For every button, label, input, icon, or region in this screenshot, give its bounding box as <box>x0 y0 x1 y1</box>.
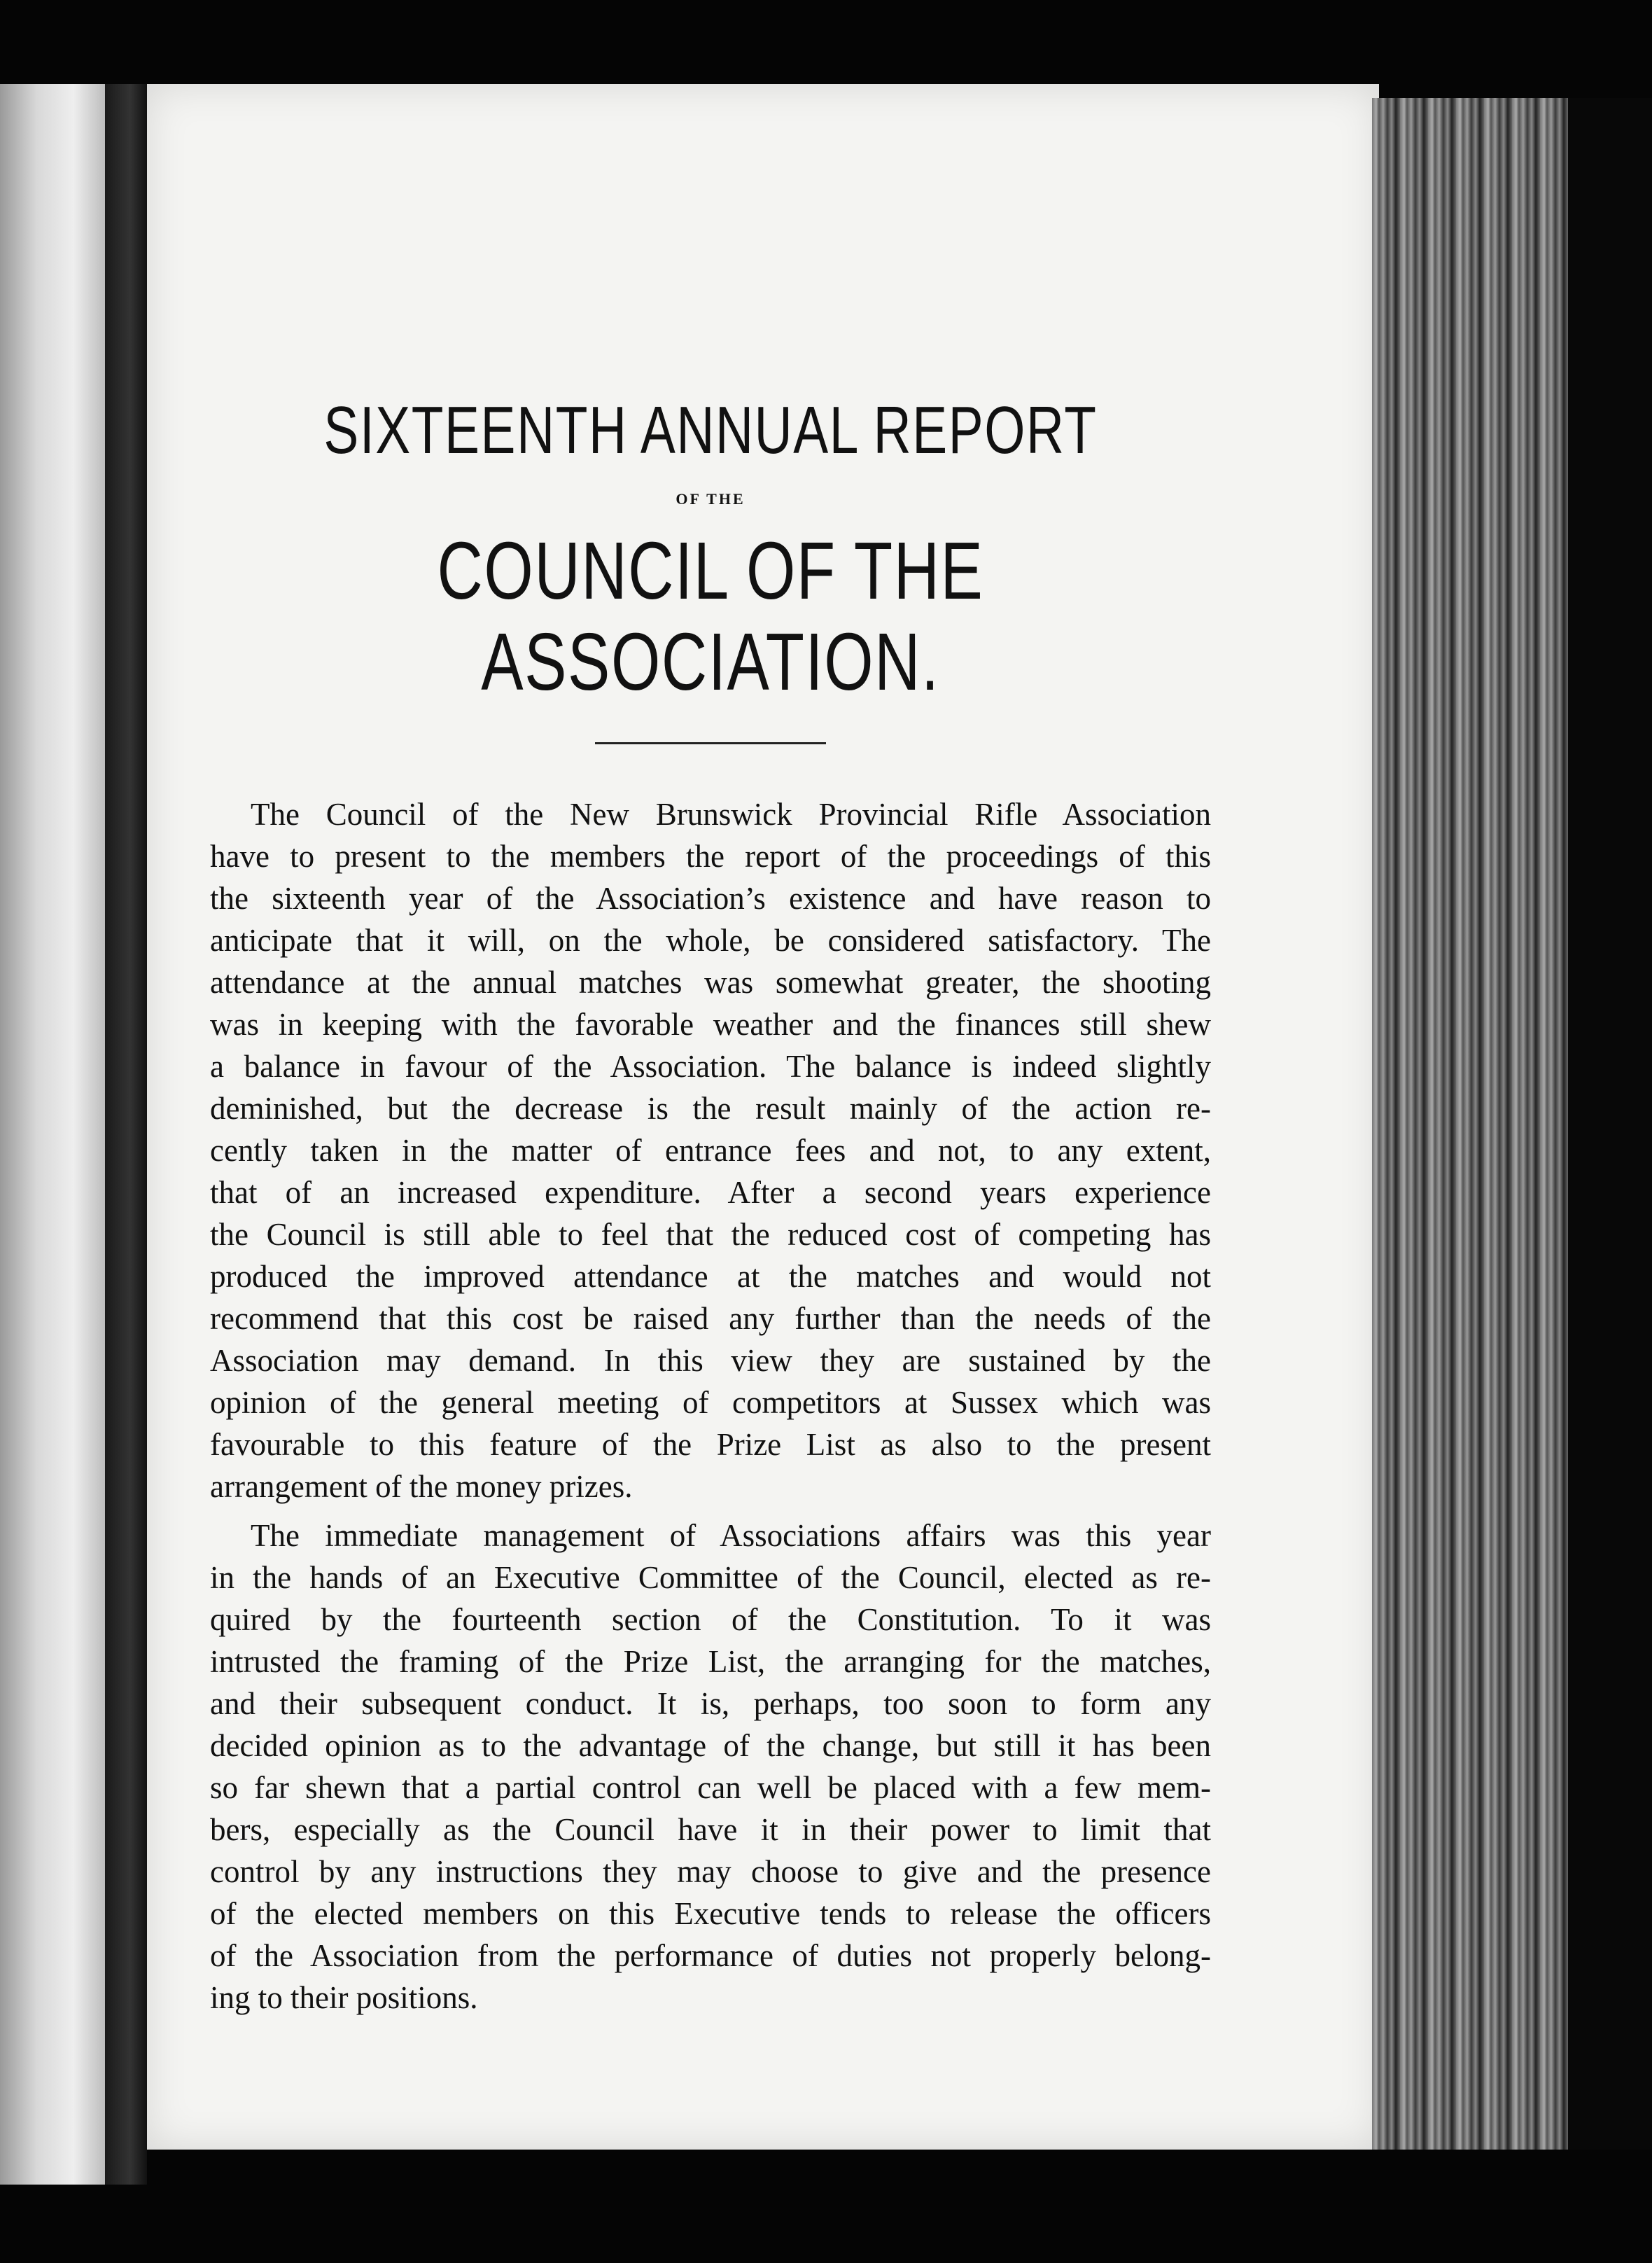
text-line: arrangement of the money prizes. <box>210 1469 633 1504</box>
text-line: was in keeping with the favorable weather and the finances still shew <box>210 1007 1211 1042</box>
text-line: quired by the fourteenth section of the Constitution. To it was <box>210 1602 1211 1637</box>
text-line: deminished, but the decrease is the result mainly of the action re- <box>210 1091 1211 1126</box>
text-line: attendance at the annual matches was somewhat greater, the shooting <box>210 965 1211 1000</box>
text-line: recommend that this cost be raised any further than the needs of the <box>210 1301 1211 1336</box>
text-line: Association may demand. In this view they are sustained by the <box>210 1343 1211 1378</box>
scan-edge-shadow <box>1568 98 1652 2150</box>
text-line: produced the improved attendance at the matches and would not <box>210 1259 1211 1294</box>
page-stack-edges <box>1372 98 1568 2150</box>
text-line: favourable to this feature of the Prize List as also to the present <box>210 1427 1211 1462</box>
text-line: The immediate management of Associations affairs was this year <box>251 1518 1211 1553</box>
report-content <box>210 392 1211 2019</box>
text-line: and their subsequent conduct. It is, perhaps, too soon to form any <box>210 1686 1211 1721</box>
text-line: a balance in favour of the Association. The balance is indeed slightly <box>210 1049 1211 1084</box>
text-line: of the elected members on this Executive tends to release the officers <box>210 1896 1211 1931</box>
text-line: so far shewn that a partial control can well be placed with a few mem- <box>210 1770 1211 1805</box>
text-line: cently taken in the matter of entrance fees and not, to any extent, <box>210 1133 1211 1168</box>
text-line: bers, especially as the Council have it in their power to limit that <box>210 1812 1211 1847</box>
book-gutter <box>105 84 147 2185</box>
title-divider <box>595 742 826 744</box>
paragraph-council-report <box>210 793 1211 1507</box>
text-line: have to present to the members the report of the proceedings of this <box>210 839 1211 874</box>
text-line: anticipate that it will, on the whole, be considered satisfactory. The <box>210 923 1211 958</box>
text-line: ing to their positions. <box>210 1980 478 2015</box>
text-line: control by any instructions they may choose to give and the presence <box>210 1854 1211 1889</box>
text-line: in the hands of an Executive Committee of the Council, elected as re- <box>210 1560 1211 1595</box>
text-line: decided opinion as to the advantage of the change, but still it has been <box>210 1728 1211 1763</box>
text-line: that of an increased expenditure. After a second years experience <box>210 1175 1211 1210</box>
text-line: opinion of the general meeting of competitors at Sussex which was <box>210 1385 1211 1420</box>
text-line: intrusted the framing of the Prize List, the arranging for the matches, <box>210 1644 1211 1679</box>
report-subtitle: COUNCIL OF THE ASSOCIATION. <box>437 525 984 707</box>
title-connector: OF THE <box>676 490 746 508</box>
text-line: the sixteenth year of the Association’s existence and have reason to <box>210 881 1211 916</box>
text-line: the Council is still able to feel that the reduced cost of competing has <box>210 1217 1211 1252</box>
paragraph-executive-committee <box>210 1515 1211 2019</box>
facing-page-edge <box>0 84 105 2185</box>
text-line: of the Association from the performance of duties not properly belong- <box>210 1938 1211 1973</box>
report-title: SIXTEENTH ANNUAL REPORT <box>323 393 1098 468</box>
text-line: The Council of the New Brunswick Provincial Rifle Association <box>251 797 1211 832</box>
